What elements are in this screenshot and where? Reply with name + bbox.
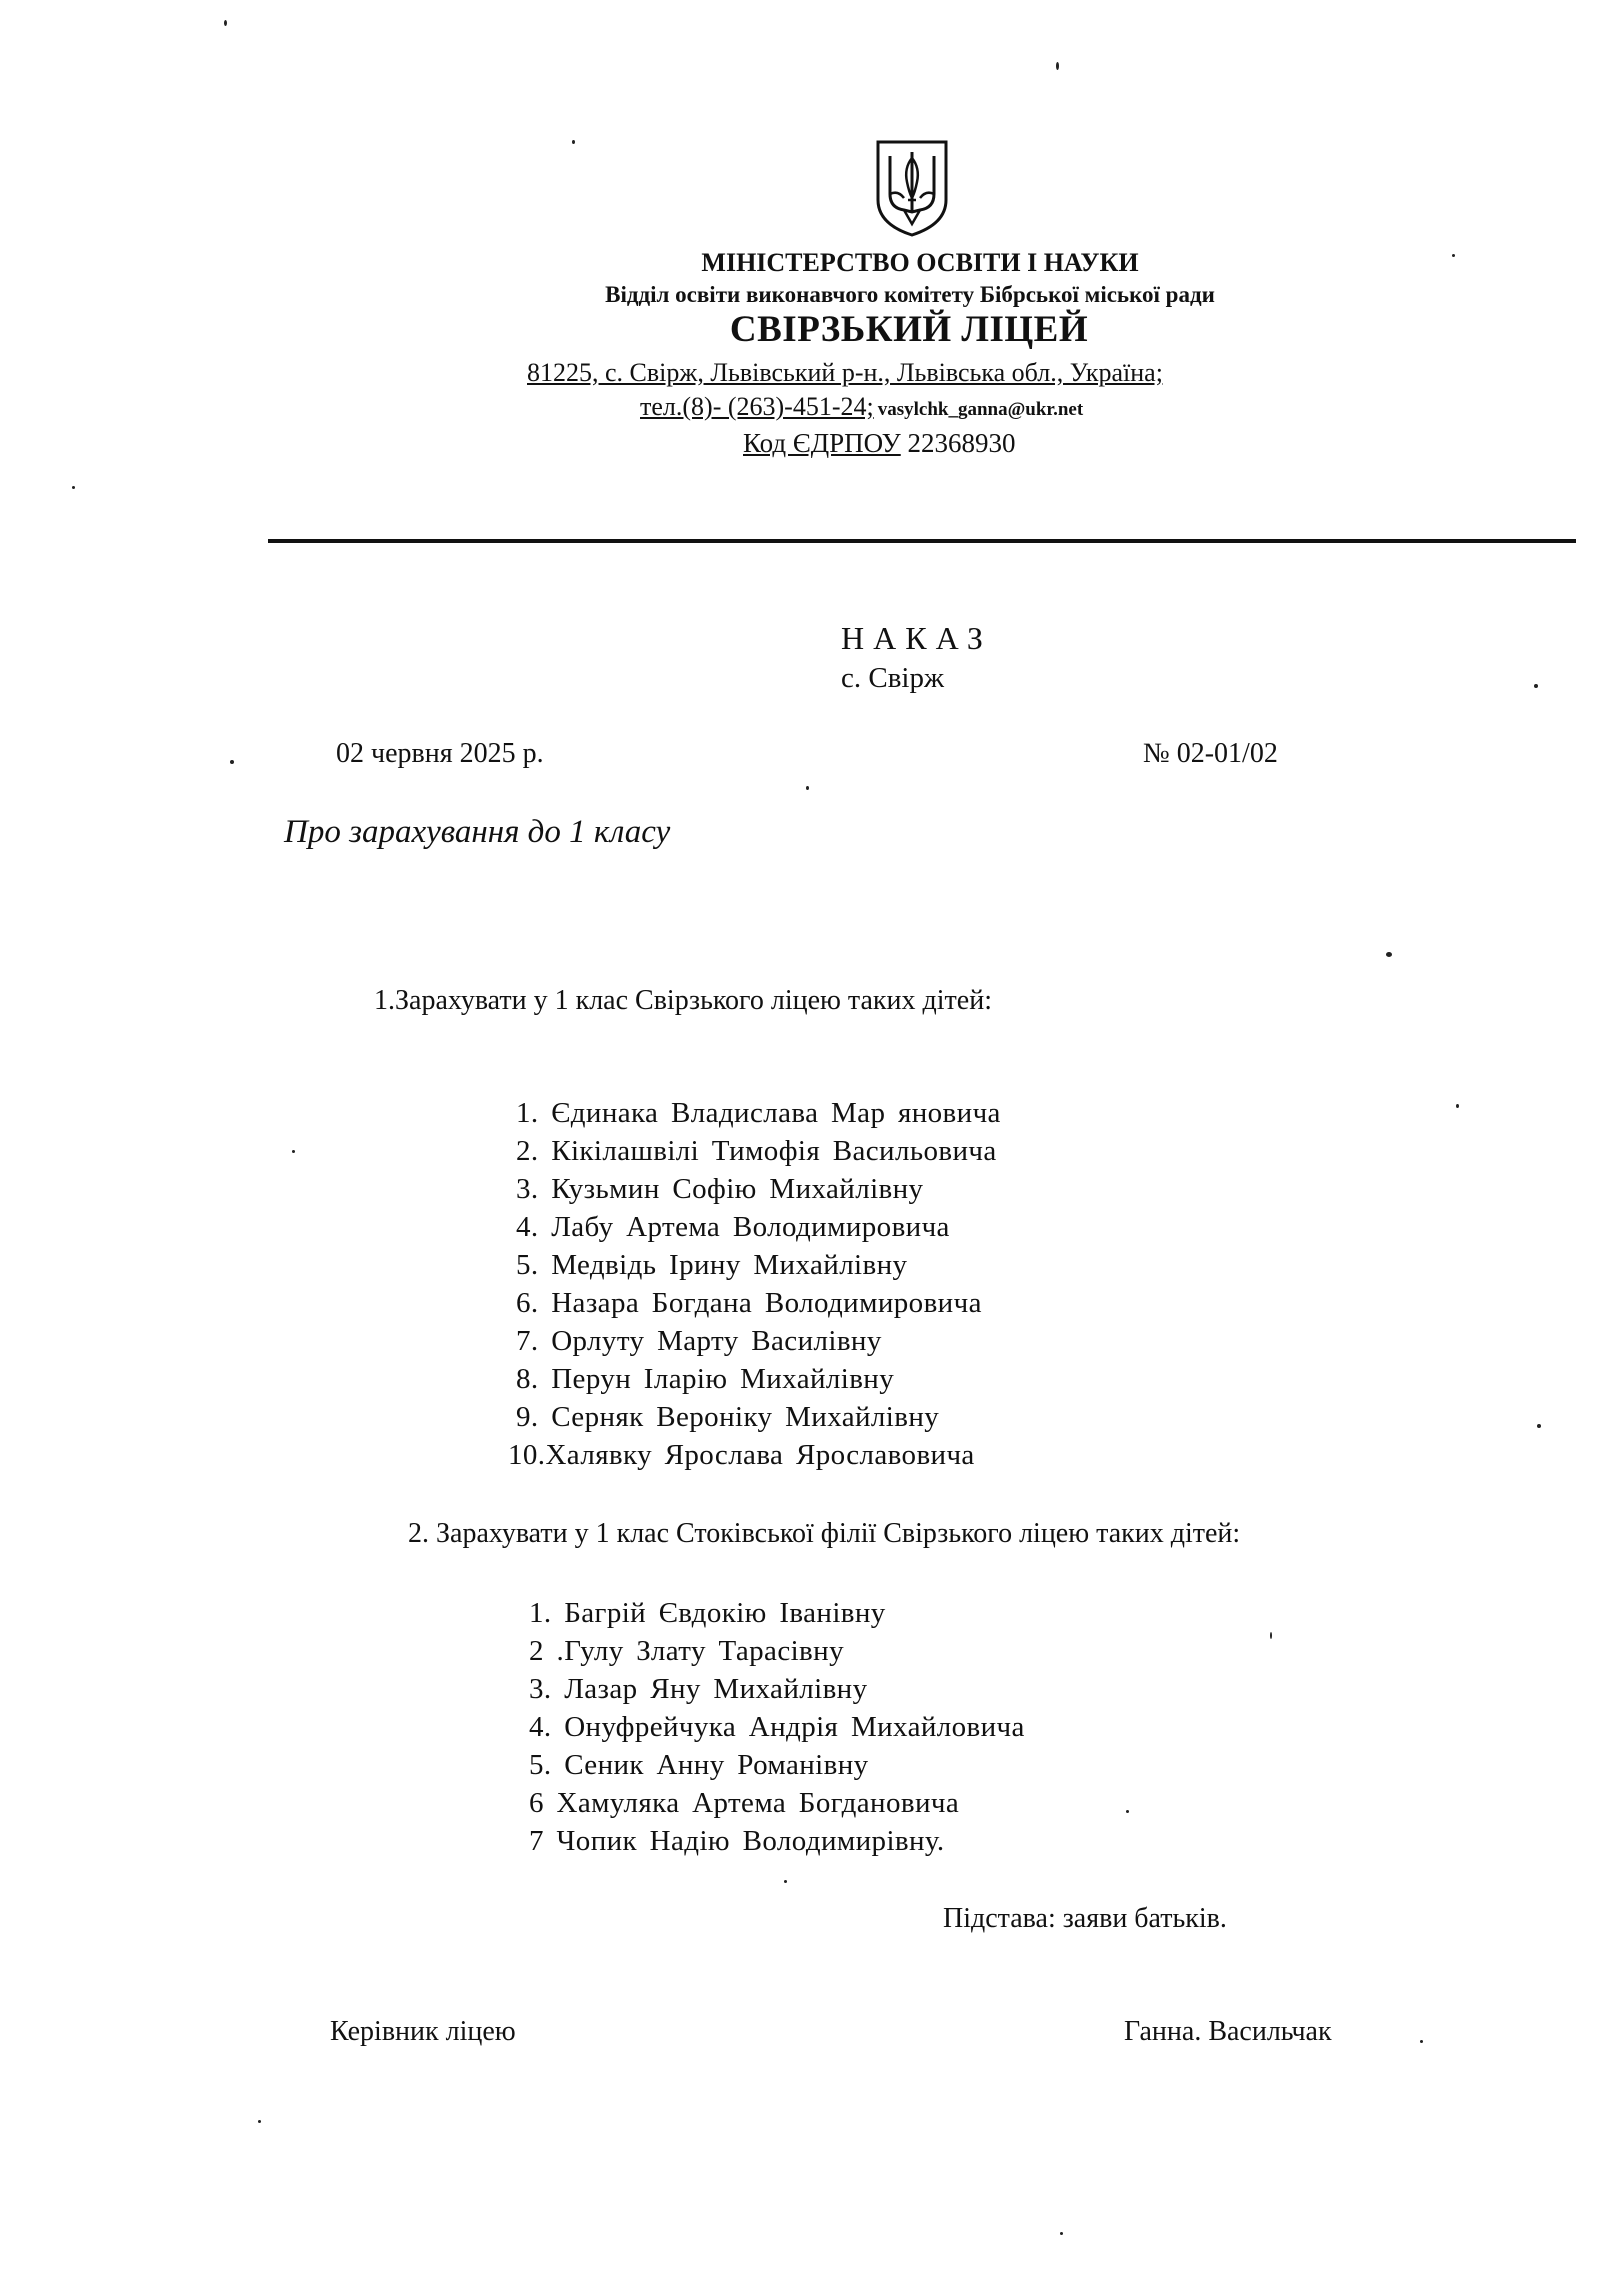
document-place: с. Свірж bbox=[841, 662, 945, 694]
document-subject: Про зарахування до 1 класу bbox=[284, 814, 671, 850]
edrpou-label: Код ЄДРПОУ bbox=[743, 428, 901, 458]
list-item: 5. Сеник Анну Романівну bbox=[529, 1749, 869, 1781]
signatory-position: Керівник ліцею bbox=[330, 2016, 516, 2047]
list-item: 4. Лабу Артема Володимировича bbox=[516, 1211, 950, 1243]
header-divider bbox=[268, 539, 1576, 543]
scan-speck bbox=[1537, 1424, 1541, 1428]
scan-speck bbox=[1270, 1632, 1272, 1639]
edrpou-code bbox=[743, 428, 1015, 459]
list-item: 3. Лазар Яну Михайлівну bbox=[529, 1673, 868, 1705]
list-item: 3. Кузьмин Софію Михайлівну bbox=[516, 1173, 924, 1205]
document-number: № 02-01/02 bbox=[1143, 738, 1278, 769]
scan-speck bbox=[572, 140, 575, 144]
scan-speck bbox=[1060, 2232, 1063, 2235]
list-item: 9. Серняк Вероніку Михайлівну bbox=[516, 1401, 940, 1433]
contact-line bbox=[640, 392, 1083, 422]
department-name: Відділ освіти виконавчого комітету Бібрської міської ради bbox=[605, 282, 1215, 307]
edrpou-value: 22368930 bbox=[907, 428, 1016, 458]
ministry-name: МІНІСТЕРСТВО ОСВІТИ І НАУКИ bbox=[701, 248, 1139, 277]
list-item: 7. Орлуту Марту Василівну bbox=[516, 1325, 882, 1357]
document-title: НАКАЗ bbox=[841, 620, 992, 656]
scan-speck bbox=[1456, 1104, 1459, 1108]
scan-speck bbox=[292, 1150, 295, 1153]
scan-speck bbox=[230, 760, 234, 764]
list-item: 6. Назара Богдана Володимировича bbox=[516, 1287, 982, 1319]
list-item: 5. Медвідь Ірину Михайлівну bbox=[516, 1249, 908, 1281]
list-item: 10.Халявку Ярослава Ярославовича bbox=[508, 1439, 975, 1471]
order-basis: Підстава: заяви батьків. bbox=[943, 1903, 1227, 1934]
email-address: vasylchk_ganna@ukr.net bbox=[877, 399, 1084, 420]
list-item: 6 Хамуляка Артема Богдановича bbox=[529, 1787, 960, 1819]
list-item: 4. Онуфрейчука Андрія Михайловича bbox=[529, 1711, 1025, 1743]
signatory-name: Ганна. Васильчак bbox=[1124, 2016, 1332, 2047]
scan-speck bbox=[1534, 684, 1538, 688]
scan-speck bbox=[224, 20, 227, 26]
trident-emblem-icon bbox=[874, 138, 950, 238]
scan-speck bbox=[1056, 62, 1059, 70]
list-item: 7 Чопик Надію Володимирівну. bbox=[529, 1825, 945, 1857]
school-name: СВІРЗЬКИЙ ЛІЦЕЙ bbox=[729, 309, 1089, 350]
list-item: 8. Перун Іларію Михайлівну bbox=[516, 1363, 895, 1395]
scan-speck bbox=[258, 2120, 261, 2123]
scan-speck bbox=[1452, 254, 1455, 257]
list-item: 1. Багрій Євдокію Іванівну bbox=[529, 1597, 886, 1629]
scan-speck bbox=[1420, 2040, 1423, 2043]
list-item: 2. Кікілашвілі Тимофія Васильовича bbox=[516, 1135, 997, 1167]
document-date: 02 червня 2025 р. bbox=[336, 738, 544, 769]
scan-speck bbox=[72, 486, 75, 489]
list-item: 2 .Гулу Злату Тарасівну bbox=[529, 1635, 844, 1667]
scan-speck bbox=[1386, 952, 1392, 957]
section-1-heading: 1.Зарахувати у 1 клас Свірзького ліцею таких дітей: bbox=[374, 985, 992, 1016]
scan-speck bbox=[806, 786, 809, 790]
scan-speck bbox=[784, 1880, 787, 1883]
scan-speck bbox=[1126, 1810, 1129, 1813]
list-item: 1. Єдинака Владислава Мар яновича bbox=[516, 1097, 1001, 1129]
school-address: 81225, с. Свірж, Львівський р-н., Львівська обл., Україна; bbox=[527, 358, 1163, 387]
section-2-heading: 2. Зарахувати у 1 клас Стоківської філії Свірзького ліцею таких дітей: bbox=[408, 1518, 1241, 1549]
phone-number: тел.(8)- (263)-451-24; bbox=[640, 392, 874, 421]
